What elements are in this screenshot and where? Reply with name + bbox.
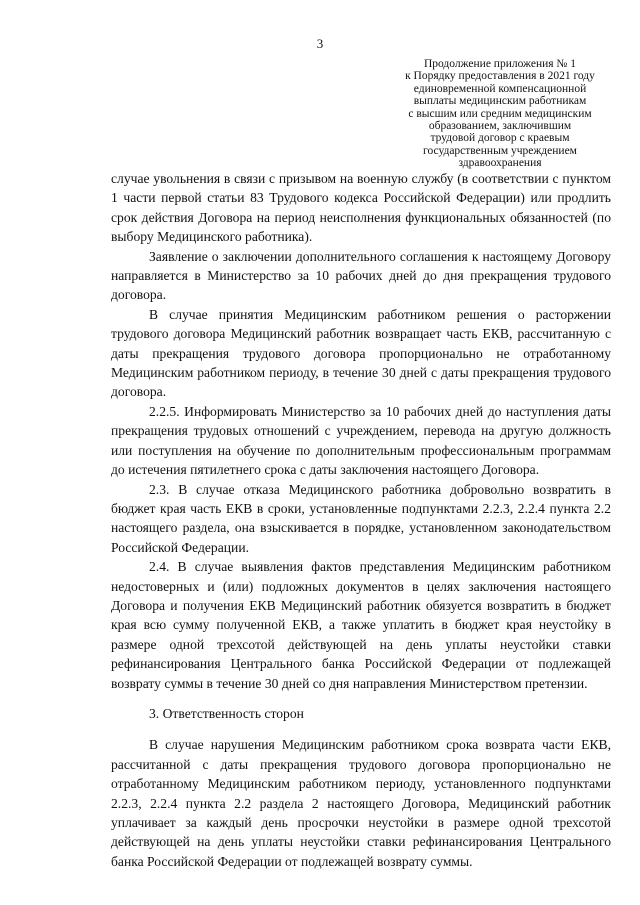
appendix-note [380, 58, 620, 170]
appendix-note-line: образованием, заключившим [428, 120, 572, 133]
appendix-note-line: выплаты медицинским работникам [413, 95, 587, 108]
paragraph-contract-termination: В случае принятия Медицинским работником решения о расторжении трудового договора Медицинский работник возвращает часть ЕКВ, рассчитанную с даты прекращения трудового договора пропорционально не отработанному Медицинским работником периоду, в течение 30 дней с даты прекращения трудового договора. [111, 306, 611, 400]
paragraph-clause-2-3: 2.3. В случае отказа Медицинского работника добровольно возвратить в бюджет края часть ЕКВ в сроки, установленные подпунктами 2.2.3, 2.2.4 пункта 2.2 настоящего раздела, она взыскивается в порядке, установленном законодательством Российской Федерации. [111, 481, 611, 555]
document-body [111, 169, 611, 871]
paragraph-supplementary-agreement: Заявление о заключении дополнительного соглашения к настоящему Договору направляется в Министерство за 10 рабочих дней до дня прекращения трудового договора. [111, 248, 611, 303]
appendix-note-line: с высшим или средним медицинским [408, 107, 592, 120]
appendix-note-line: государственным учреждением [423, 144, 577, 157]
paragraph-clause-2-2-5: 2.2.5. Информировать Министерство за 10 рабочих дней до наступления даты прекращения трудовых отношений с учреждением, перевода на другую должность или поступления на обучение по дополнительным профессиональным программам до истечения пятилетнего срока с даты заключения настоящего Договора. [111, 403, 611, 478]
paragraph-section-3: В случае нарушения Медицинским работником срока возврата части ЕКВ, рассчитанной с даты прекращения трудового договора пропорционально не отработанному Медицинским работником периоду, установленного подпунктами 2.2.3, 2.2.4 пункта 2.2 раздела 2 настоящего Договора, Медицинский работник уплачивает за каждый день просрочки неустойки в размере одной трехсотой действующей на день уплаты неустойки ставки рефинансирования Центрального банка Российской Федерации от подлежащей возврату суммы. [111, 737, 611, 869]
appendix-note-line: Продолжение приложения № 1 [423, 58, 577, 70]
appendix-note-line: к Порядку предоставления в 2021 году [405, 70, 595, 83]
appendix-note-line: единовременной компенсационной [413, 82, 587, 95]
appendix-note-line: трудовой договор с краевым [430, 132, 570, 145]
page-number: 3 [316, 36, 324, 51]
paragraph-continuation: случае увольнения в связи с призывом на военную службу (в соответствии с пунктом 1 части первой статьи 83 Трудового кодекса Российской Федерации) или продлить срок действия Договора на период неисполнения функциональных обязанностей (по выбору Медицинского работника). [111, 171, 611, 245]
paragraph-clause-2-4: 2.4. В случае выявления фактов представления Медицинским работником недостоверных и (или) подложных документов в целях заключения настоящего Договора и получения ЕКВ Медицинский работник обязуется возвратить в бюджет края всю сумму полученной ЕКВ, а также уплатить в бюджет края неустойку в размере одной трехсотой действующей на день уплаты неустойки ставки рефинансирования Центрального банка Российской Федерации от подлежащей возврату суммы в течение 30 дней со дня направления Министерством претензии. [111, 559, 611, 691]
appendix-note-line: здравоохранения [458, 157, 542, 170]
section-heading-responsibility: 3. Ответственность сторон [149, 705, 304, 721]
